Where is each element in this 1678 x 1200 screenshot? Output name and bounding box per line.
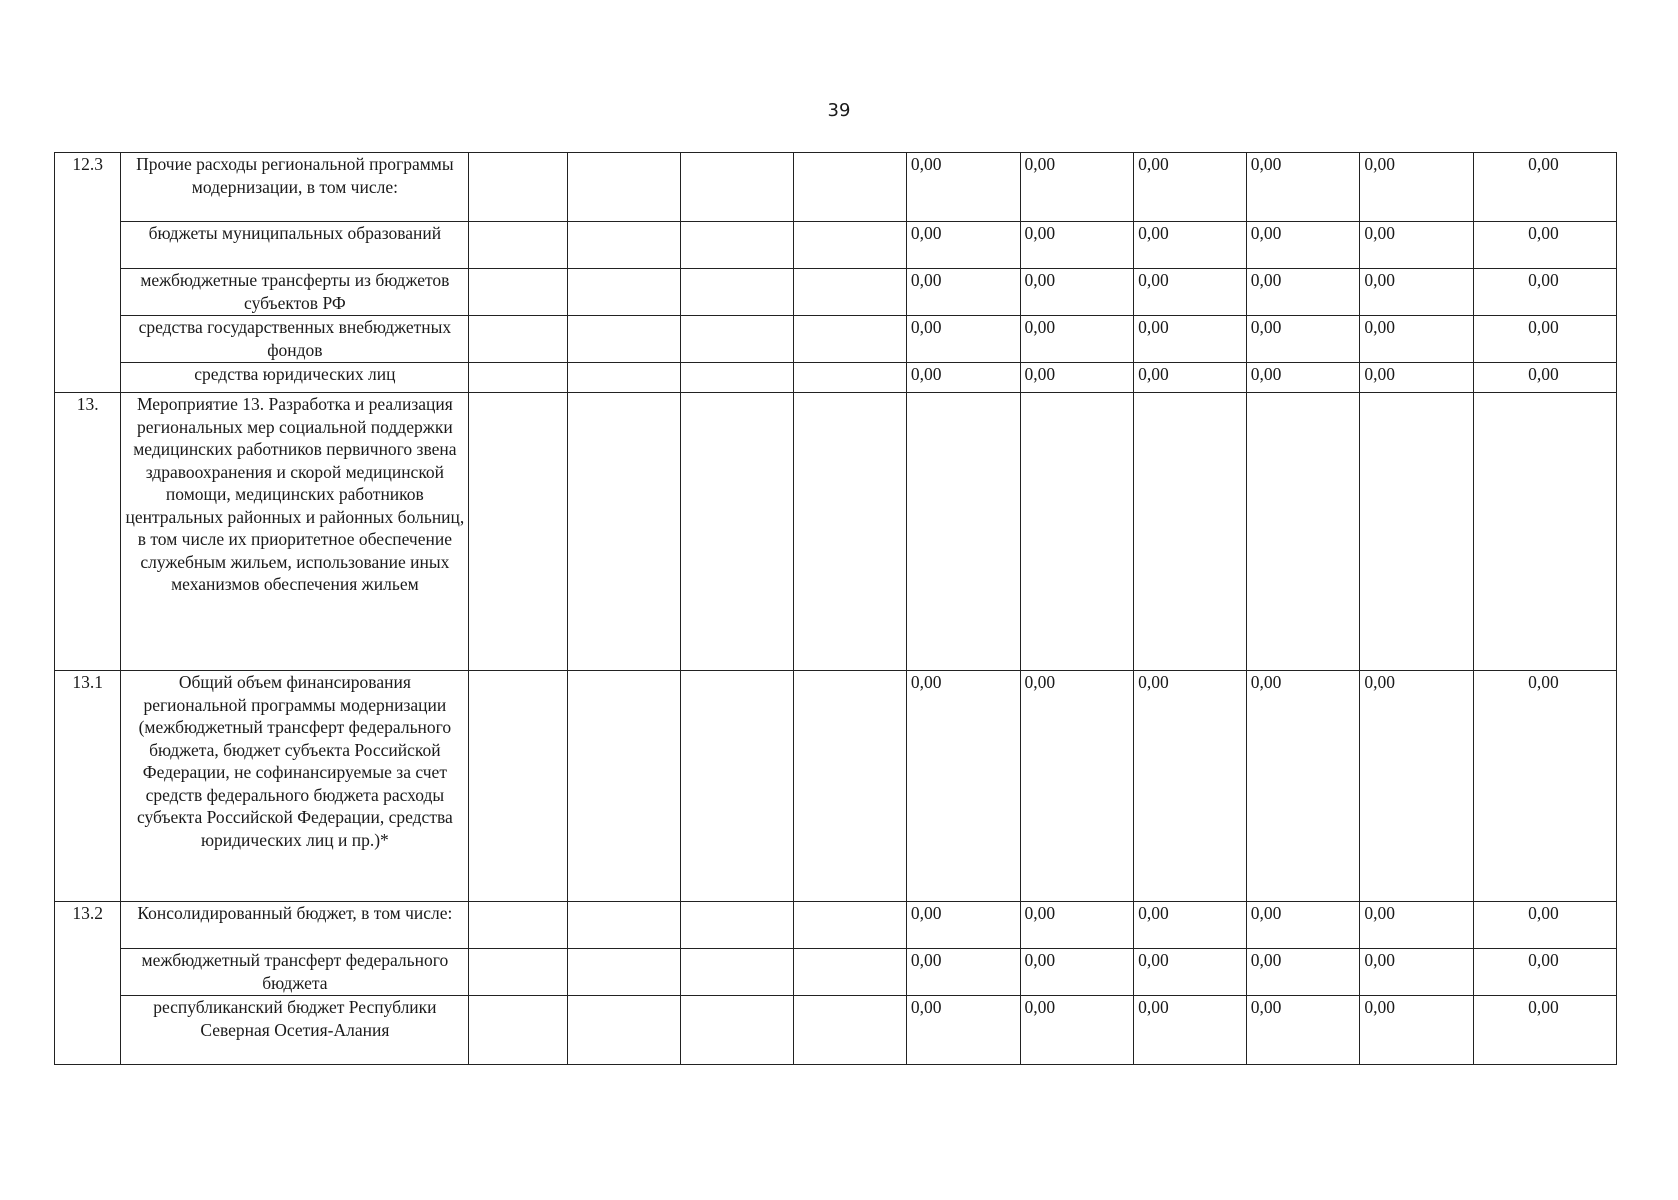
value-cell: 0,00: [1360, 671, 1474, 902]
empty-cell: [794, 671, 907, 902]
empty-cell: [469, 949, 568, 996]
page-number: 39: [827, 100, 851, 121]
value-cell: 0,00: [1134, 949, 1247, 996]
value-cell: 0,00: [906, 153, 1020, 222]
value-cell: 0,00: [906, 996, 1020, 1065]
row-description: Консолидированный бюджет, в том числе:: [121, 902, 469, 949]
value-cell: 0,00: [1246, 996, 1360, 1065]
value-cell: 0,00: [1474, 222, 1617, 269]
value-cell: 0,00: [1474, 671, 1617, 902]
table-row: [55, 153, 1617, 222]
value-cell: 0,00: [1020, 902, 1134, 949]
value-cell: 0,00: [1020, 671, 1134, 902]
empty-cell: [567, 996, 680, 1065]
value-cell: 0,00: [1246, 269, 1360, 316]
empty-cell: [469, 153, 568, 222]
table-row: [55, 316, 1617, 363]
empty-cell: [469, 902, 568, 949]
row-description: межбюджетный трансферт федерального бюджета: [121, 949, 469, 996]
value-cell: 0,00: [1474, 363, 1617, 393]
value-cell: 0,00: [1474, 949, 1617, 996]
empty-cell: [794, 996, 907, 1065]
empty-cell: [567, 949, 680, 996]
empty-cell: [680, 153, 794, 222]
value-cell: 0,00: [1134, 996, 1247, 1065]
empty-cell: [469, 671, 568, 902]
empty-cell: [680, 363, 794, 393]
table-row: [55, 996, 1617, 1065]
empty-cell: [469, 363, 568, 393]
value-cell: 0,00: [1246, 153, 1360, 222]
empty-cell: [680, 222, 794, 269]
empty-cell: [794, 393, 907, 671]
value-cell: 0,00: [1360, 153, 1474, 222]
value-cell: 0,00: [1020, 363, 1134, 393]
table-row: [55, 949, 1617, 996]
empty-cell: [680, 671, 794, 902]
table-row: [55, 902, 1617, 949]
value-cell: [1246, 393, 1360, 671]
empty-cell: [794, 269, 907, 316]
row-description: Прочие расходы региональной программы модернизации, в том числе:: [121, 153, 469, 222]
value-cell: 0,00: [1474, 153, 1617, 222]
value-cell: 0,00: [1360, 996, 1474, 1065]
value-cell: 0,00: [1020, 316, 1134, 363]
empty-cell: [794, 363, 907, 393]
budget-table: [54, 152, 1617, 1065]
value-cell: 0,00: [1134, 671, 1247, 902]
row-description: межбюджетные трансферты из бюджетов субъектов РФ: [121, 269, 469, 316]
value-cell: [1020, 393, 1134, 671]
table-row: [55, 363, 1617, 393]
value-cell: 0,00: [906, 269, 1020, 316]
row-number: 12.3: [55, 153, 121, 393]
empty-cell: [567, 222, 680, 269]
empty-cell: [567, 393, 680, 671]
empty-cell: [680, 949, 794, 996]
table-row: [55, 269, 1617, 316]
value-cell: 0,00: [1246, 222, 1360, 269]
value-cell: 0,00: [1360, 269, 1474, 316]
value-cell: [1474, 393, 1617, 671]
row-description: Мероприятие 13. Разработка и реализация региональных мер социальной поддержки медицинских работников первичного звена здравоохранения и скорой медицинской помощи, медицинских работников центральных районных и районных больниц, в том числе их приоритетное обеспечение служебным жильем, использование иных механизмов обеспечения жильем: [121, 393, 469, 671]
empty-cell: [680, 269, 794, 316]
value-cell: 0,00: [1360, 363, 1474, 393]
empty-cell: [567, 153, 680, 222]
value-cell: 0,00: [1360, 949, 1474, 996]
value-cell: [906, 393, 1020, 671]
row-number: 13.2: [55, 902, 121, 1065]
value-cell: 0,00: [1246, 316, 1360, 363]
value-cell: 0,00: [1246, 363, 1360, 393]
empty-cell: [469, 316, 568, 363]
empty-cell: [794, 902, 907, 949]
empty-cell: [567, 363, 680, 393]
row-number: 13.1: [55, 671, 121, 902]
value-cell: 0,00: [1020, 153, 1134, 222]
empty-cell: [794, 316, 907, 363]
value-cell: 0,00: [1020, 269, 1134, 316]
value-cell: 0,00: [1474, 902, 1617, 949]
value-cell: [1134, 393, 1247, 671]
value-cell: 0,00: [1134, 316, 1247, 363]
row-description: республиканский бюджет Республики Северная Осетия-Алания: [121, 996, 469, 1065]
empty-cell: [469, 393, 568, 671]
empty-cell: [567, 671, 680, 902]
empty-cell: [469, 222, 568, 269]
row-number: 13.: [55, 393, 121, 671]
value-cell: 0,00: [1134, 902, 1247, 949]
table-row: [55, 671, 1617, 902]
empty-cell: [680, 902, 794, 949]
empty-cell: [680, 996, 794, 1065]
table-row: [55, 393, 1617, 671]
empty-cell: [567, 269, 680, 316]
empty-cell: [794, 153, 907, 222]
row-description: бюджеты муниципальных образований: [121, 222, 469, 269]
value-cell: 0,00: [906, 902, 1020, 949]
row-description: средства государственных внебюджетных фондов: [121, 316, 469, 363]
value-cell: 0,00: [1246, 949, 1360, 996]
value-cell: 0,00: [1360, 902, 1474, 949]
empty-cell: [680, 316, 794, 363]
empty-cell: [567, 316, 680, 363]
empty-cell: [680, 393, 794, 671]
value-cell: 0,00: [1020, 996, 1134, 1065]
value-cell: 0,00: [1360, 222, 1474, 269]
empty-cell: [469, 996, 568, 1065]
row-description: средства юридических лиц: [121, 363, 469, 393]
value-cell: 0,00: [1360, 316, 1474, 363]
value-cell: 0,00: [1020, 222, 1134, 269]
value-cell: 0,00: [1474, 996, 1617, 1065]
value-cell: 0,00: [1246, 902, 1360, 949]
value-cell: 0,00: [1474, 269, 1617, 316]
empty-cell: [469, 269, 568, 316]
value-cell: 0,00: [1134, 363, 1247, 393]
value-cell: 0,00: [906, 949, 1020, 996]
row-description: Общий объем финансирования региональной программы модернизации (межбюджетный трансферт федерального бюджета, бюджет субъекта Российской Федерации, не софинансируемые за счет средств федерального бюджета расходы субъекта Российской Федерации, средства юридических лиц и пр.)*: [121, 671, 469, 902]
table-row: [55, 222, 1617, 269]
value-cell: 0,00: [1020, 949, 1134, 996]
value-cell: 0,00: [1134, 222, 1247, 269]
value-cell: 0,00: [906, 671, 1020, 902]
value-cell: 0,00: [1246, 671, 1360, 902]
table-body: [55, 153, 1617, 1065]
value-cell: 0,00: [906, 316, 1020, 363]
value-cell: 0,00: [1134, 153, 1247, 222]
empty-cell: [567, 902, 680, 949]
value-cell: [1360, 393, 1474, 671]
value-cell: 0,00: [906, 222, 1020, 269]
empty-cell: [794, 949, 907, 996]
empty-cell: [794, 222, 907, 269]
value-cell: 0,00: [1474, 316, 1617, 363]
value-cell: 0,00: [1134, 269, 1247, 316]
value-cell: 0,00: [906, 363, 1020, 393]
